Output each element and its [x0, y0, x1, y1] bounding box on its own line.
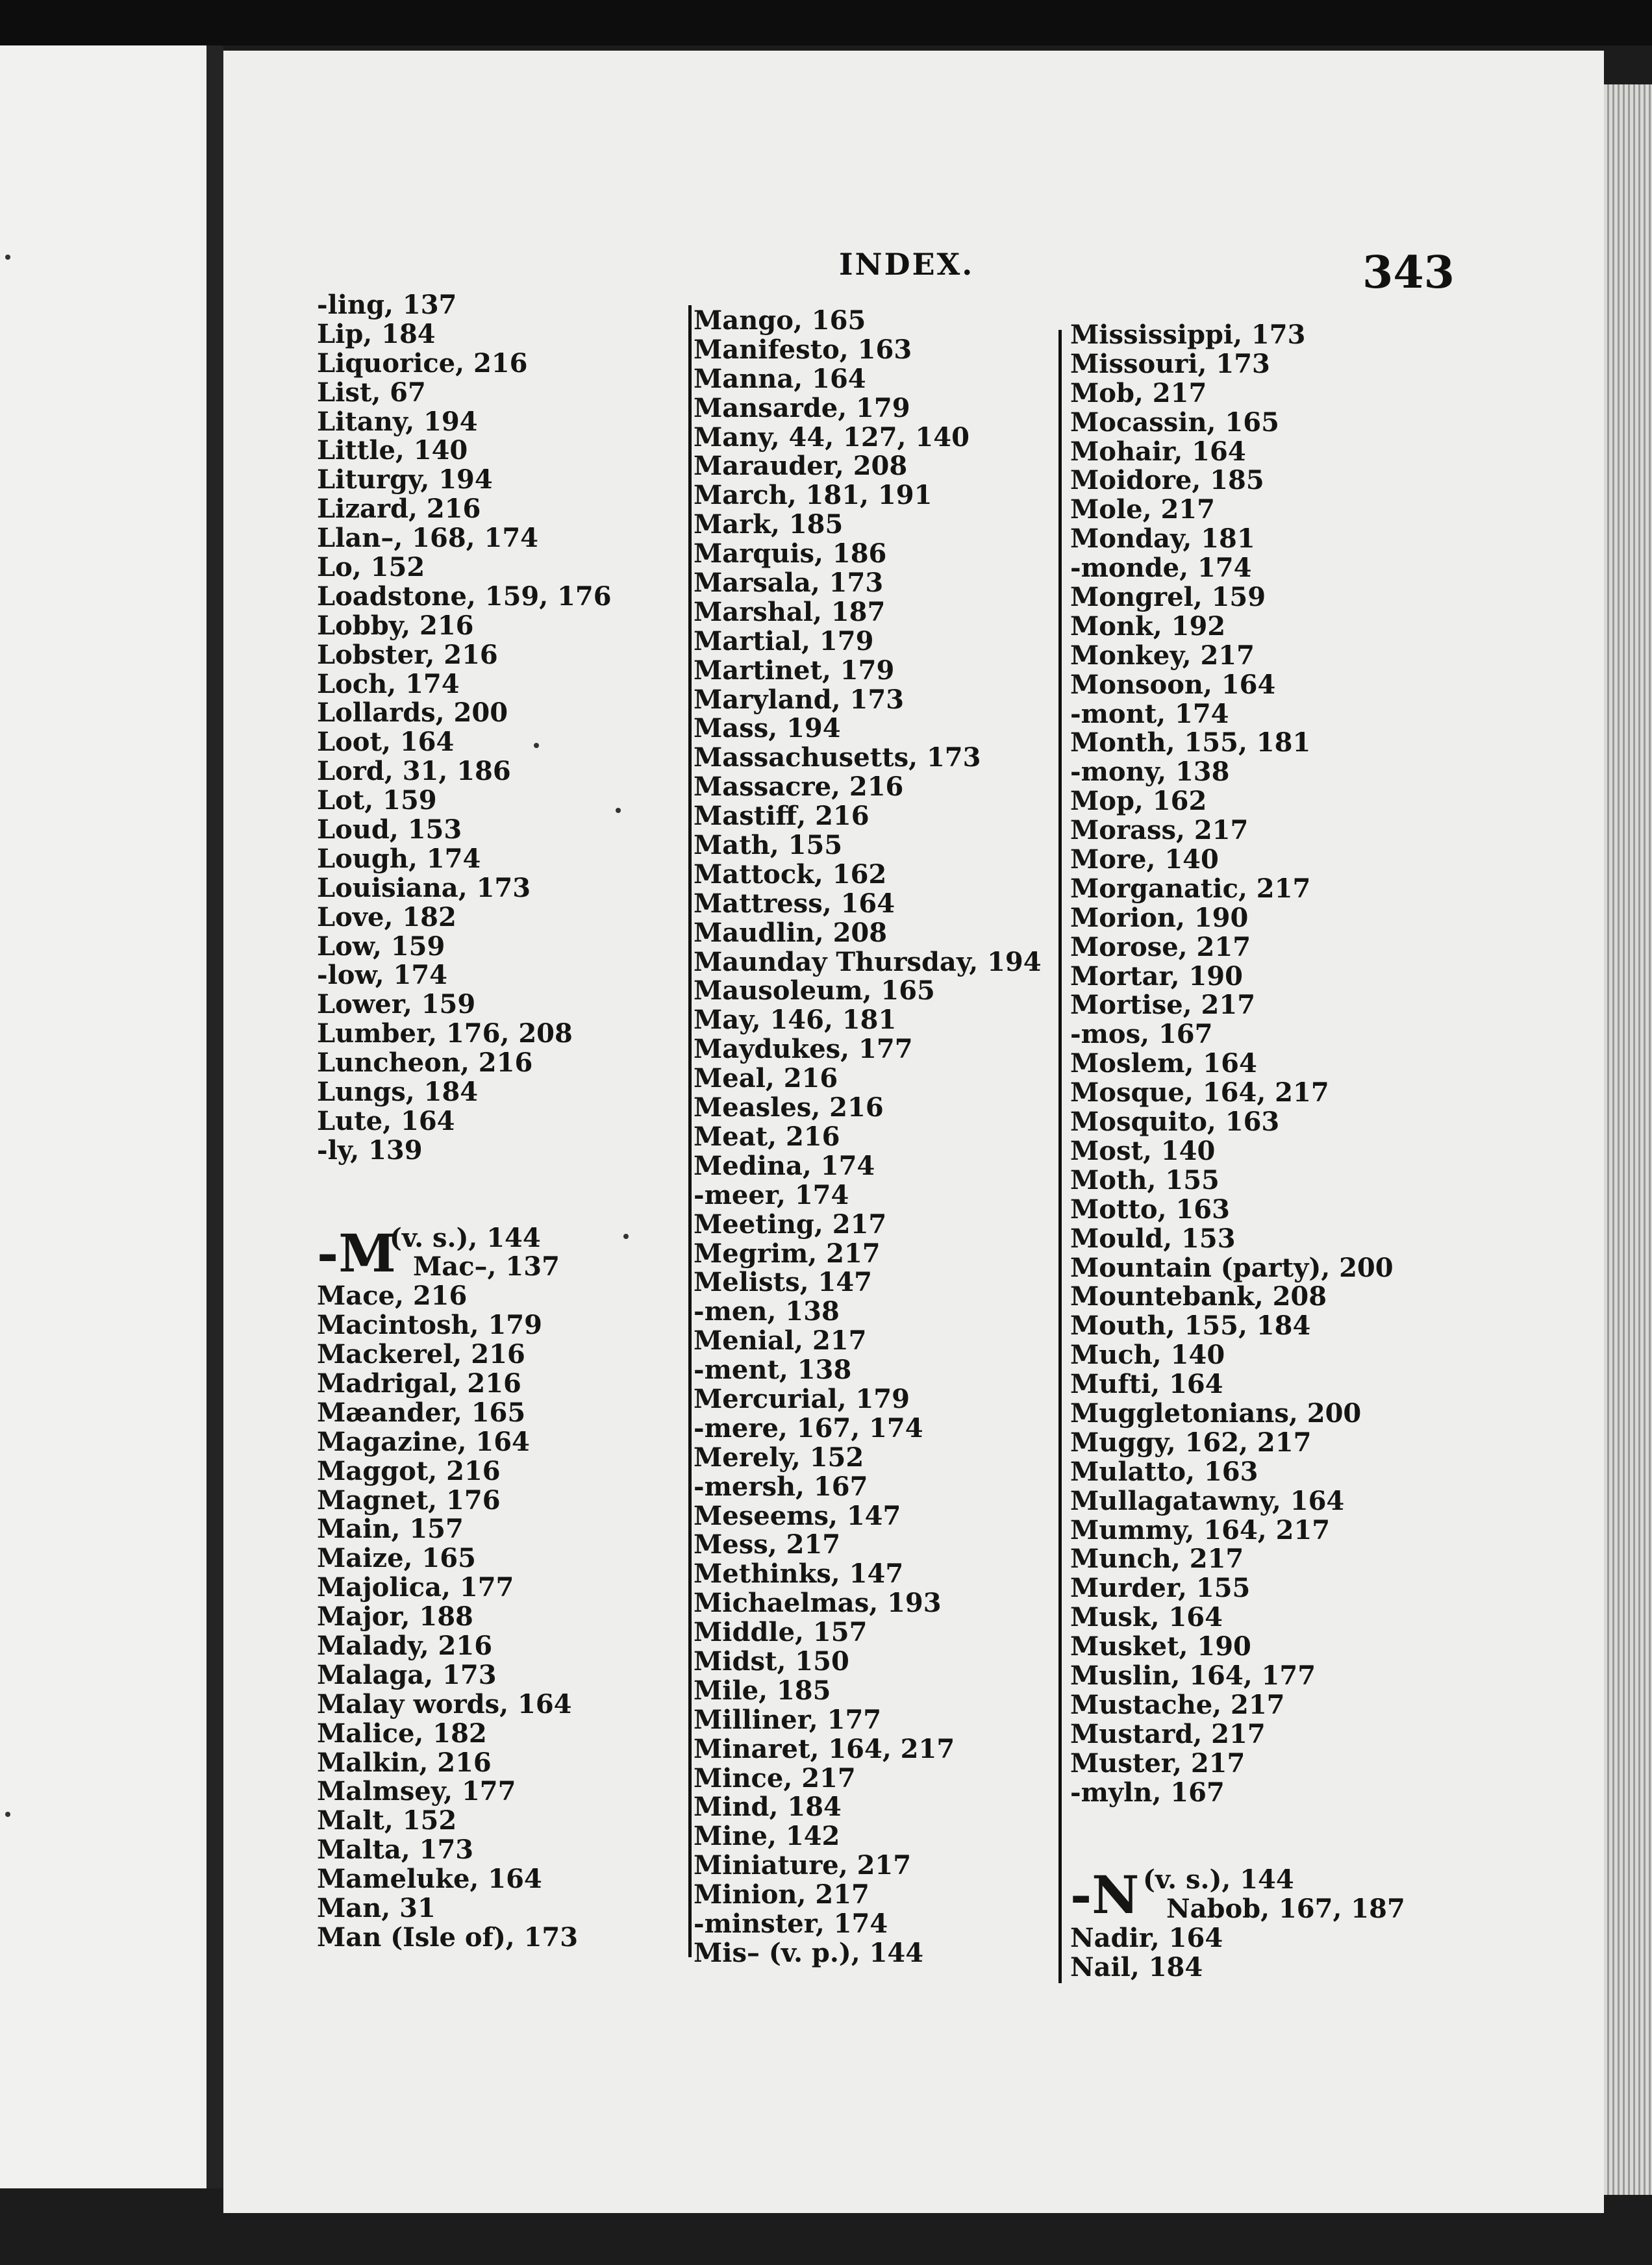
index-entry: Muslin, 164, 177	[1070, 1660, 1316, 1691]
index-entry: Most, 140	[1070, 1135, 1216, 1166]
index-entry: Mulatto, 163	[1070, 1456, 1258, 1487]
index-entry: Macintosh, 179	[317, 1310, 542, 1341]
index-entry: Morass, 217	[1070, 815, 1249, 846]
index-entry: Lord, 31, 186	[317, 756, 511, 787]
index-entry: Monsoon, 164	[1070, 669, 1276, 700]
index-entry: Maryland, 173	[694, 684, 905, 715]
index-entry: Morganatic, 217	[1070, 873, 1311, 904]
index-entry: Little, 140	[317, 435, 468, 466]
index-entry: Malt, 152	[317, 1805, 457, 1836]
index-entry: Nadir, 164	[1070, 1923, 1223, 1954]
index-entry: Megrim, 217	[694, 1238, 881, 1269]
index-entry: Liquorice, 216	[317, 347, 528, 379]
facing-page-edge	[0, 45, 206, 2188]
index-entry: -mere, 167, 174	[694, 1412, 923, 1444]
index-entry: -mony, 138	[1070, 757, 1230, 788]
index-column-1	[317, 291, 612, 1953]
index-entry: Mohair, 164	[1070, 436, 1246, 467]
index-entry: Musk, 164	[1070, 1602, 1223, 1633]
dark-background-top	[0, 0, 1652, 45]
index-entry: Moslem, 164	[1070, 1048, 1257, 1079]
index-entry: Meseems, 147	[694, 1500, 901, 1531]
index-entry: March, 181, 191	[694, 480, 932, 511]
index-entry: Loadstone, 159, 176	[317, 581, 612, 612]
index-entry: Maggot, 216	[317, 1455, 501, 1486]
index-entry: Marsala, 173	[694, 568, 884, 599]
index-entry: Mameluke, 164	[317, 1864, 542, 1895]
index-entry: Medina, 174	[694, 1150, 875, 1181]
index-entry: Madrigal, 216	[317, 1368, 521, 1399]
index-entry: Mustache, 217	[1070, 1689, 1285, 1720]
index-entry: Meal, 216	[694, 1063, 838, 1094]
index-entry: -ment, 138	[694, 1355, 852, 1386]
index-entry: Litany, 194	[317, 406, 478, 437]
index-entry: Mississippi, 173	[1070, 319, 1306, 350]
index-entry: Motto, 163	[1070, 1194, 1230, 1225]
index-entry: -men, 138	[694, 1296, 840, 1327]
index-entry: Mass, 194	[694, 713, 841, 744]
index-entry: Mould, 153	[1070, 1223, 1236, 1254]
index-entry: Michaelmas, 193	[694, 1588, 942, 1619]
index-entry: Love, 182	[317, 901, 457, 932]
index-entry: Mortar, 190	[1070, 960, 1243, 992]
index-entry: Lobby, 216	[317, 610, 474, 641]
index-entry: Lough, 174	[317, 843, 481, 874]
index-entry: Luncheon, 216	[317, 1047, 533, 1079]
column-rule	[688, 305, 692, 1957]
index-entry: Mongrel, 159	[1070, 582, 1266, 613]
index-column-3	[1070, 319, 1405, 1983]
index-entry: Manifesto, 163	[694, 334, 912, 365]
index-entry: Month, 155, 181	[1070, 727, 1311, 758]
index-entry: Mosque, 164, 217	[1070, 1077, 1329, 1108]
section-gap	[1070, 1807, 1394, 1866]
index-entry: Much, 140	[1070, 1340, 1225, 1371]
index-entry: Main, 157	[317, 1514, 464, 1545]
index-entry: Mummy, 164, 217	[1070, 1514, 1331, 1545]
index-entry: Measles, 216	[694, 1092, 884, 1123]
index-entry: Marshal, 187	[694, 596, 886, 627]
index-entry: Mile, 185	[694, 1675, 831, 1706]
index-entry: Musket, 190	[1070, 1631, 1251, 1662]
index-entry: Malmsey, 177	[317, 1776, 516, 1807]
speck	[623, 1234, 629, 1239]
index-entry: Midst, 150	[694, 1646, 849, 1677]
section-note: (v. s.), 144	[1143, 1864, 1294, 1896]
index-column-2	[694, 307, 1042, 1968]
index-entry: -minster, 174	[694, 1908, 888, 1939]
index-entry: Munch, 217	[1070, 1544, 1244, 1575]
index-entry: Massachusetts, 173	[694, 742, 981, 773]
section-heading-n	[1070, 1864, 1405, 1926]
index-entry: -mersh, 167	[694, 1471, 868, 1502]
index-entry: Methinks, 147	[694, 1558, 904, 1590]
index-entry: Lumber, 176, 208	[317, 1018, 573, 1049]
index-entry: Malice, 182	[317, 1718, 487, 1749]
index-entry: Mop, 162	[1070, 786, 1207, 817]
index-entry: Mac–, 137	[413, 1251, 560, 1283]
index-entry: Nabob, 167, 187	[1166, 1894, 1405, 1925]
index-entry: Mace, 216	[317, 1281, 468, 1312]
index-entry: Moidore, 185	[1070, 465, 1264, 496]
speck	[5, 1812, 10, 1817]
index-entry: Mess, 217	[694, 1529, 841, 1560]
section-letter: -M	[317, 1222, 396, 1284]
index-entry: Lo, 152	[317, 552, 425, 583]
index-entry: Meat, 216	[694, 1121, 840, 1152]
index-entry: Maydukes, 177	[694, 1034, 913, 1065]
index-entry: Lungs, 184	[317, 1077, 479, 1108]
index-entry: Moth, 155	[1070, 1164, 1220, 1195]
index-entry: Llan–, 168, 174	[317, 523, 539, 554]
index-entry: Mufti, 164	[1070, 1369, 1223, 1400]
index-entry: Mæander, 165	[317, 1397, 526, 1428]
index-entry: Magnet, 176	[317, 1484, 501, 1516]
index-entry: Lute, 164	[317, 1105, 455, 1136]
index-entry: Many, 44, 127, 140	[694, 421, 970, 453]
index-entry: Morion, 190	[1070, 902, 1249, 933]
index-entry: -monde, 174	[1070, 553, 1252, 584]
index-entry: Mastiff, 216	[694, 801, 870, 832]
index-entry: Miniature, 217	[694, 1850, 912, 1881]
index-entry: Muggy, 162, 217	[1070, 1427, 1312, 1458]
index-entry: List, 67	[317, 377, 426, 408]
index-entry: Muster, 217	[1070, 1747, 1245, 1779]
index-entry: Massacre, 216	[694, 771, 904, 803]
index-entry: Lizard, 216	[317, 494, 481, 525]
index-entry: Mullagatawny, 164	[1070, 1485, 1345, 1516]
index-entry: Man (Isle of), 173	[317, 1921, 579, 1953]
index-entry: Mausoleum, 165	[694, 975, 935, 1007]
index-entry: Lip, 184	[317, 318, 436, 349]
index-entry: Mattress, 164	[694, 888, 895, 919]
index-entry: Mattock, 162	[694, 858, 887, 890]
index-entry: Monk, 192	[1070, 610, 1226, 642]
index-entry: Mince, 217	[694, 1762, 856, 1794]
index-entry: Minion, 217	[694, 1879, 870, 1910]
index-entry: Mole, 217	[1070, 494, 1215, 525]
index-entry: Mouth, 155, 184	[1070, 1310, 1311, 1342]
index-entry: -mont, 174	[1070, 698, 1229, 729]
index-entry: Mind, 184	[694, 1792, 842, 1823]
index-entry: Maudlin, 208	[694, 917, 888, 948]
index-entry: Maunday Thursday, 194	[694, 946, 1042, 977]
index-entry: -myln, 167	[1070, 1777, 1225, 1808]
index-entry: -meer, 174	[694, 1179, 849, 1210]
index-entry: Lollards, 200	[317, 697, 508, 729]
index-entry: Mackerel, 216	[317, 1339, 525, 1370]
index-entry: Morose, 217	[1070, 931, 1251, 962]
running-head: INDEX.	[839, 247, 975, 282]
page-stack-edge	[1604, 84, 1652, 2195]
index-entry: Loch, 174	[317, 668, 460, 699]
index-entry: Low, 159	[317, 931, 445, 962]
index-entry: Mark, 185	[694, 509, 844, 540]
index-entry: -low, 174	[317, 960, 447, 991]
index-entry: Lower, 159	[317, 989, 476, 1020]
index-entry: Manna, 164	[694, 363, 866, 394]
index-entry: Liturgy, 194	[317, 464, 493, 495]
page-number: 343	[1362, 247, 1455, 299]
index-entry: Monday, 181	[1070, 523, 1255, 555]
index-entry: Mosquito, 163	[1070, 1107, 1280, 1138]
index-entry: Monkey, 217	[1070, 640, 1255, 671]
index-entry: Malady, 216	[317, 1631, 493, 1661]
index-entry: Mortise, 217	[1070, 990, 1256, 1021]
index-entry: Middle, 157	[694, 1617, 868, 1648]
index-entry: Marauder, 208	[694, 451, 908, 482]
index-entry: -mos, 167	[1070, 1019, 1213, 1050]
index-entry: Nail, 184	[1070, 1951, 1203, 1983]
index-entry: Menial, 217	[694, 1325, 867, 1357]
index-entry: Missouri, 173	[1070, 348, 1270, 379]
index-entry: Melists, 147	[694, 1267, 872, 1298]
index-entry: Mis– (v. p.), 144	[694, 1937, 924, 1968]
index-entry: Mountebank, 208	[1070, 1281, 1327, 1312]
index-entry: Louisiana, 173	[317, 872, 531, 903]
column-rule	[1058, 330, 1062, 1983]
index-entry: Malta, 173	[317, 1834, 474, 1866]
index-entry: Majolica, 177	[317, 1572, 514, 1603]
index-entry: Maize, 165	[317, 1543, 476, 1574]
index-entry: Meeting, 217	[694, 1208, 887, 1240]
index-entry: Martial, 179	[694, 625, 874, 657]
section-letter: -N	[1070, 1864, 1140, 1926]
index-entry: Muggletonians, 200	[1070, 1397, 1362, 1429]
index-entry: Mine, 142	[694, 1821, 840, 1852]
index-entry: Marquis, 186	[694, 538, 887, 569]
index-entry: Milliner, 177	[694, 1704, 882, 1735]
index-entry: Malay words, 164	[317, 1688, 572, 1720]
index-entry: Merely, 152	[694, 1442, 864, 1473]
speck	[5, 255, 10, 260]
index-entry: Man, 31	[317, 1893, 436, 1924]
index-entry: Mob, 217	[1070, 377, 1207, 408]
index-entry: Mustard, 217	[1070, 1718, 1266, 1749]
index-entry: Murder, 155	[1070, 1573, 1251, 1604]
section-note: (v. s.), 144	[390, 1222, 541, 1253]
index-entry: Malkin, 216	[317, 1747, 492, 1778]
index-entry: Major, 188	[317, 1601, 473, 1633]
index-entry: -ling, 137	[317, 290, 457, 320]
section-heading-m	[317, 1224, 612, 1283]
index-entry: More, 140	[1070, 844, 1219, 875]
index-entry: Math, 155	[694, 830, 843, 861]
index-entry: Malaga, 173	[317, 1659, 497, 1690]
index-entry: Lobster, 216	[317, 639, 498, 670]
index-entry: Loot, 164	[317, 727, 455, 758]
book-gutter	[206, 45, 223, 2188]
index-entry: Magazine, 164	[317, 1426, 530, 1457]
index-entry: Mercurial, 179	[694, 1383, 910, 1414]
index-entry: Lot, 159	[317, 785, 437, 816]
index-entry: Mocassin, 165	[1070, 407, 1279, 438]
index-entry: Mountain (party), 200	[1070, 1252, 1394, 1283]
section-gap	[317, 1166, 612, 1224]
index-entry: -ly, 139	[317, 1134, 423, 1166]
index-entry: Loud, 153	[317, 814, 462, 845]
speck	[616, 808, 621, 813]
index-entry: Martinet, 179	[694, 655, 895, 686]
index-entry: Mango, 165	[694, 305, 866, 336]
index-entry: Mansarde, 179	[694, 392, 910, 423]
index-entry: May, 146, 181	[694, 1005, 897, 1036]
index-entry: Minaret, 164, 217	[694, 1733, 955, 1764]
